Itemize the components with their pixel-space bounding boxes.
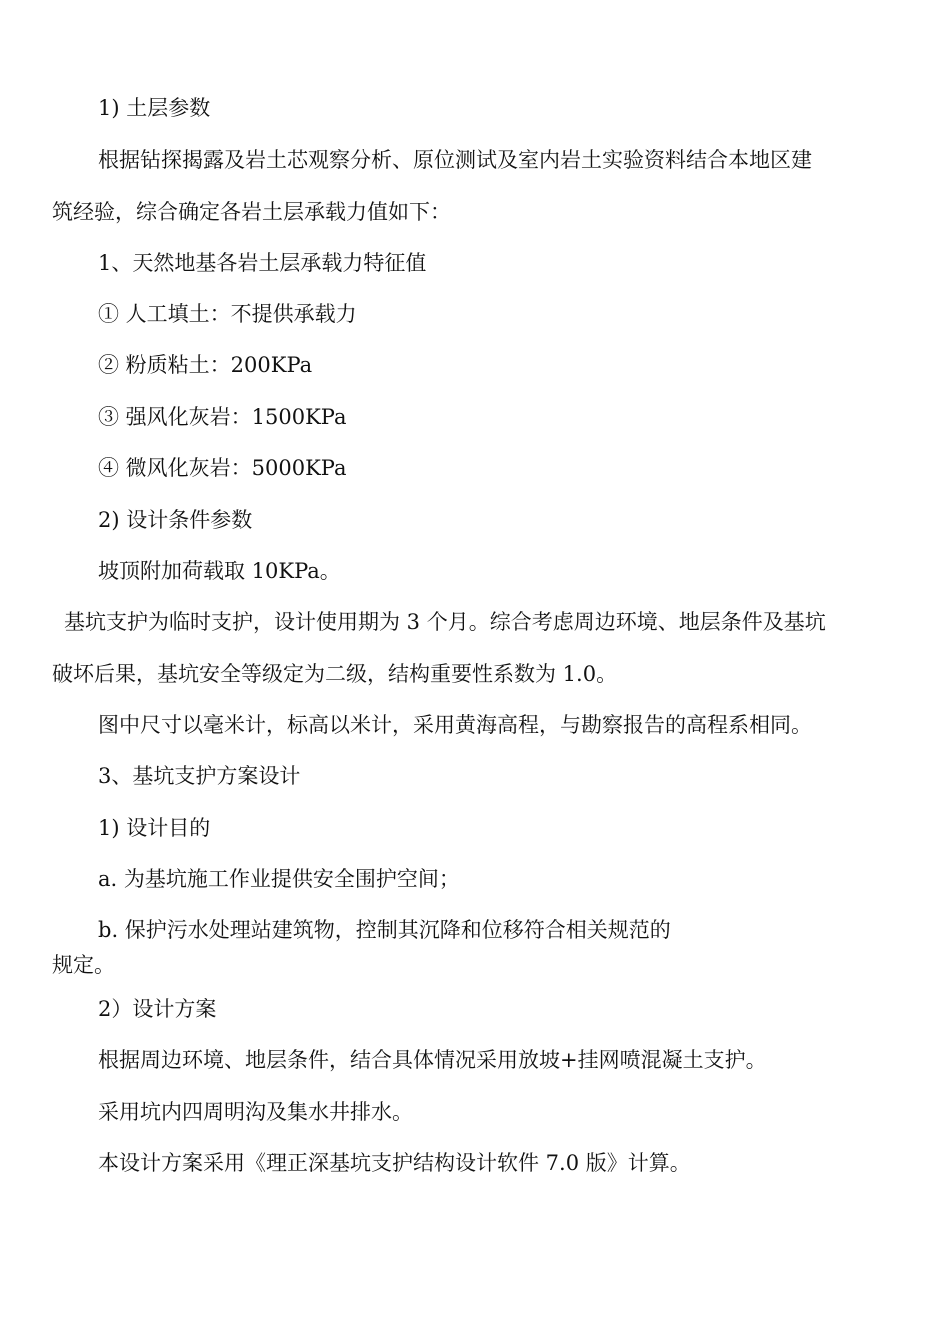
paragraph-line: 本设计方案采用《理正深基坑支护结构设计软件 7.0 版》计算。 bbox=[98, 1151, 691, 1175]
paragraph-line: 根据周边环境、地层条件，结合具体情况采用放坡+挂网喷混凝土支护。 bbox=[98, 1048, 767, 1072]
heading-soil-parameters: 1) 土层参数 bbox=[98, 96, 211, 120]
paragraph-line: 根据钻探揭露及岩土芯观察分析、原位测试及室内岩土实验资料结合本地区建 bbox=[98, 148, 812, 172]
paragraph-line: 筑经验，综合确定各岩土层承载力值如下： bbox=[52, 200, 451, 224]
heading-design-conditions: 2) 设计条件参数 bbox=[98, 508, 253, 532]
list-item: ① 人工填土：不提供承载力 bbox=[98, 302, 357, 326]
paragraph-line: 采用坑内四周明沟及集水井排水。 bbox=[98, 1100, 413, 1124]
paragraph-line: 坡顶附加荷载取 10KPa。 bbox=[98, 559, 341, 583]
list-item: a. 为基坑施工作业提供安全围护空间； bbox=[98, 867, 460, 891]
heading-support-scheme: 3、基坑支护方案设计 bbox=[98, 764, 301, 788]
list-item: b. 保护污水处理站建筑物，控制其沉降和位移符合相关规范的 bbox=[98, 918, 671, 942]
paragraph-line: 基坑支护为临时支护，设计使用期为 3 个月。综合考虑周边环境、地层条件及基坑 bbox=[64, 610, 826, 634]
paragraph-line: 图中尺寸以毫米计，标高以米计，采用黄海高程，与勘察报告的高程系相同。 bbox=[98, 713, 812, 737]
heading-design-plan: 2）设计方案 bbox=[98, 997, 217, 1021]
heading-design-purpose: 1) 设计目的 bbox=[98, 816, 211, 840]
list-item-continuation: 规定。 bbox=[52, 953, 115, 977]
paragraph-line: 破坏后果，基坑安全等级定为二级，结构重要性系数为 1.0。 bbox=[52, 662, 618, 686]
list-item: ③ 强风化灰岩：1500KPa bbox=[98, 405, 347, 429]
heading-bearing-capacity: 1、天然地基各岩土层承载力特征值 bbox=[98, 251, 427, 275]
list-item: ② 粉质粘土：200KPa bbox=[98, 353, 313, 377]
list-item: ④ 微风化灰岩：5000KPa bbox=[98, 456, 347, 480]
